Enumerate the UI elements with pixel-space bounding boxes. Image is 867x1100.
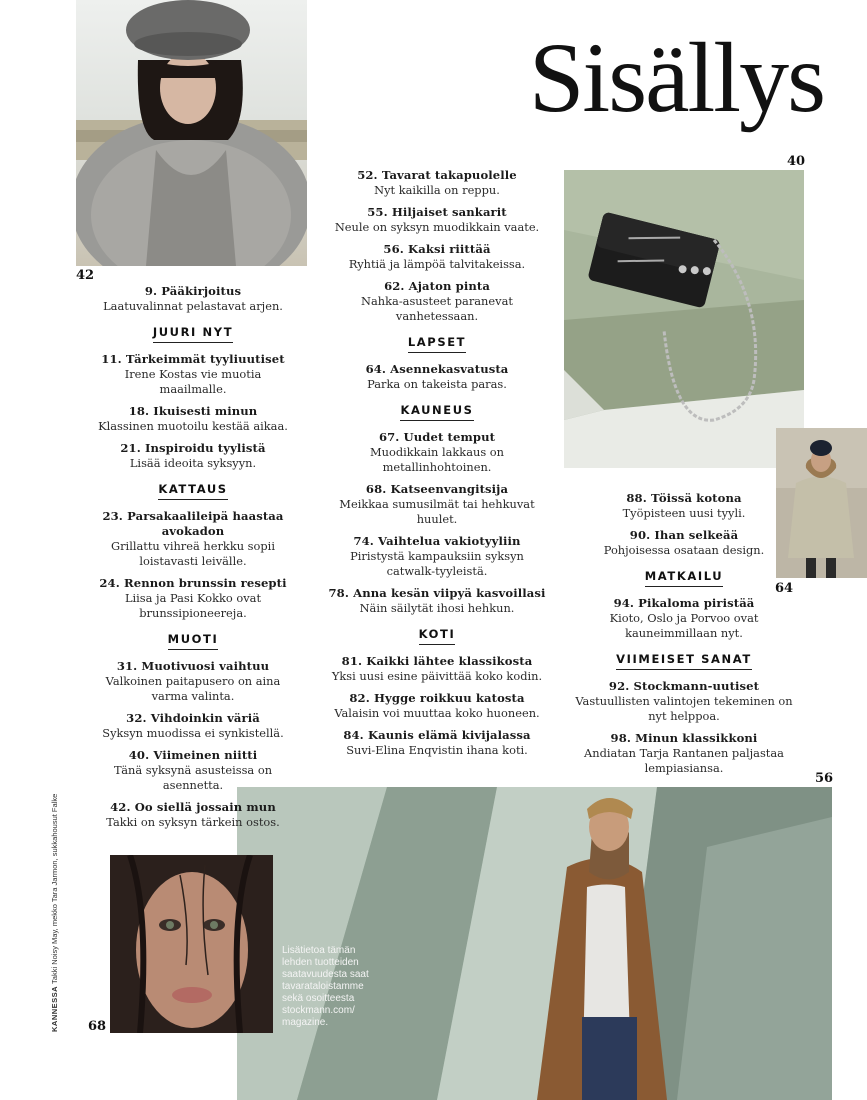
toc-entry-description: Liisa ja Pasi Kokko ovat brunssipioneereja. <box>124 591 262 620</box>
toc-entry[interactable] <box>90 748 296 793</box>
toc-entry-description: Yksi uusi esine päivittää koko kodin. <box>331 669 543 683</box>
toc-entry[interactable] <box>327 279 547 324</box>
page-title: Sisällys <box>528 22 824 133</box>
page-number-64: 64 <box>775 581 794 596</box>
toc-entry-title: 88. Töissä kotona <box>626 491 742 505</box>
toc-entry[interactable] <box>90 352 296 397</box>
section-heading-wrap <box>327 623 547 654</box>
toc-entry[interactable] <box>327 728 547 758</box>
toc-entry[interactable] <box>327 205 547 235</box>
toc-entry-title: 90. Ihan selkeää <box>629 528 739 542</box>
page-number-68: 68 <box>88 1019 107 1034</box>
toc-entry[interactable] <box>327 242 547 272</box>
toc-entry-description: Nyt kaikilla on reppu. <box>374 183 500 197</box>
toc-entry-title: 78. Anna kesän viipyä kasvoillasi <box>328 586 546 600</box>
page-number-56: 56 <box>815 771 834 786</box>
toc-entry-description: Tänä syksynä asusteissa on asennetta. <box>113 763 273 792</box>
toc-entry-description: Meikkaa sumusilmät tai hehkuvat huulet. <box>339 497 535 526</box>
toc-entry-description: Valkoinen paitapusero on aina varma valinta. <box>105 674 281 703</box>
toc-column-middle <box>327 168 547 765</box>
toc-entry[interactable] <box>90 800 296 830</box>
toc-entry-description: Grillattu vihreä herkku sopii loistavasti leivälle. <box>111 539 275 568</box>
photo-bag <box>564 170 804 468</box>
cover-credit-label: KANNESSA <box>50 985 59 1032</box>
toc-entry-description: Ryhtiä ja lämpöä talvitakeissa. <box>348 257 526 271</box>
cover-credit <box>50 794 59 1032</box>
toc-entry-description: Muodikkain lakkaus on metallinhohtoinen. <box>369 445 504 474</box>
toc-entry-title: 11. Tärkeimmät tyyliuutiset <box>101 352 285 366</box>
cover-credit-text: Takki Noisy May, mekko Tara Jarmon, sukkahousut Falke <box>50 793 59 984</box>
toc-entry-description: Kioto, Oslo ja Porvoo ovat kauneimmillaan nyt. <box>609 611 759 640</box>
toc-entry-description: Suvi-Elina Enqvistin ihana koti. <box>346 743 528 757</box>
toc-entry[interactable] <box>327 362 547 392</box>
photo-man-coat <box>237 787 832 1100</box>
toc-entry[interactable] <box>327 430 547 475</box>
toc-entry-title: 24. Rennon brunssin resepti <box>99 576 287 590</box>
toc-entry-description: Parka on takeista paras. <box>367 377 507 391</box>
toc-entry-title: 67. Uudet temput <box>378 430 496 444</box>
toc-entry[interactable] <box>571 731 797 776</box>
toc-entry-title: 52. Tavarat takapuolelle <box>357 168 517 182</box>
toc-entry[interactable] <box>327 586 547 616</box>
section-heading-muoti: MUOTI <box>168 632 219 650</box>
toc-entry-description: Valaisin voi muuttaa koko huoneen. <box>334 706 540 720</box>
toc-entry-description: Laatuvalinnat pelastavat arjen. <box>103 299 283 313</box>
toc-entry-description: Neule on syksyn muodikkain vaate. <box>334 220 540 234</box>
page-number-42: 42 <box>76 268 95 283</box>
section-heading-viimeiset-sanat: VIIMEISET SANAT <box>616 652 752 670</box>
toc-entry-title: 82. Hygge roikkuu katosta <box>349 691 525 705</box>
section-heading-wrap <box>571 648 797 679</box>
toc-column-left <box>90 284 296 837</box>
toc-entry-title: 18. Ikuisesti minun <box>128 404 258 418</box>
toc-entry[interactable] <box>90 659 296 704</box>
section-heading-lapset: LAPSET <box>408 335 466 353</box>
toc-entry-title: 42. Oo siellä jossain mun <box>110 800 276 814</box>
toc-entry[interactable] <box>327 168 547 198</box>
toc-entry-description: Työpisteen uusi tyyli. <box>622 506 746 520</box>
toc-entry-title: 68. Katseenvangitsija <box>365 482 509 496</box>
toc-entry-description: Lisää ideoita syksyyn. <box>129 456 257 470</box>
page-number-40: 40 <box>787 154 806 169</box>
toc-entry-description: Syksyn muodissa ei synkistellä. <box>102 726 284 740</box>
toc-entry-title: 40. Viimeinen niitti <box>128 748 258 762</box>
section-heading-wrap <box>327 331 547 362</box>
toc-entry[interactable] <box>90 711 296 741</box>
toc-entry-title: 92. Stockmann-uutiset <box>608 679 760 693</box>
toc-entry-title: 74. Vaihtelua vakiotyyliin <box>353 534 521 548</box>
section-heading-wrap <box>90 478 296 509</box>
toc-entry-title: 9. Pääkirjoitus <box>144 284 242 298</box>
toc-entry-title: 21. Inspiroidu tyylistä <box>120 441 266 455</box>
toc-entry[interactable] <box>571 596 797 641</box>
photo-face <box>110 855 273 1033</box>
toc-entry-title: 31. Muotivuosi vaihtuu <box>116 659 270 673</box>
toc-entry[interactable] <box>571 491 797 521</box>
section-heading-wrap <box>327 399 547 430</box>
toc-entry-title: 84. Kaunis elämä kivijalassa <box>343 728 531 742</box>
toc-entry[interactable] <box>571 679 797 724</box>
toc-entry-title: 56. Kaksi riittää <box>383 242 491 256</box>
section-heading-wrap <box>90 628 296 659</box>
toc-entry[interactable] <box>90 284 296 314</box>
toc-entry[interactable] <box>327 691 547 721</box>
section-heading-juuri-nyt: JUURI NYT <box>153 325 233 343</box>
toc-entry-title: 55. Hiljaiset sankarit <box>367 205 507 219</box>
section-heading-koti: KOTI <box>419 627 456 645</box>
toc-entry[interactable] <box>90 404 296 434</box>
toc-entry-description: Vastuullisten valintojen tekeminen on nyt helppoa. <box>575 694 793 723</box>
section-heading-kattaus: KATTAUS <box>158 482 227 500</box>
section-heading-wrap <box>90 321 296 352</box>
toc-entry-description: Klassinen muotoilu kestää aikaa. <box>98 419 288 433</box>
toc-entry[interactable] <box>327 534 547 579</box>
toc-entry-description: Takki on syksyn tärkein ostos. <box>106 815 280 829</box>
toc-entry-title: 32. Vihdoinkin väriä <box>126 711 260 725</box>
toc-entry[interactable] <box>90 509 296 569</box>
section-heading-wrap <box>571 565 797 596</box>
toc-entry-title: 81. Kaikki lähtee klassikosta <box>341 654 533 668</box>
toc-entry-title: 64. Asennekasvatusta <box>365 362 509 376</box>
toc-entry-title: 98. Minun klassikkoni <box>610 731 758 745</box>
toc-entry-description: Näin säilytät ihosi hehkun. <box>359 601 515 615</box>
toc-entry[interactable] <box>327 482 547 527</box>
toc-entry-title: 62. Ajaton pinta <box>384 279 490 293</box>
toc-column-right <box>571 491 797 783</box>
toc-entry-title: 23. Parsakaalileipä haastaa avokadon <box>102 509 284 538</box>
toc-entry[interactable] <box>327 654 547 684</box>
toc-entry-description: Piristystä kampauksiin syksyn catwalk-tyyleistä. <box>350 549 524 578</box>
toc-entry[interactable] <box>90 441 296 471</box>
stockmann-info-text: Lisätietoa tämän lehden tuotteiden saatavuudesta saat tavarataloistamme sekä osoitteesta stockmann.com/ magazine. <box>282 945 369 1028</box>
toc-entry[interactable] <box>90 576 296 621</box>
toc-entry-description: Irene Kostas vie muotia maailmalle. <box>124 367 262 396</box>
section-heading-kauneus: KAUNEUS <box>400 403 473 421</box>
toc-entry[interactable] <box>571 528 797 558</box>
toc-entry-description: Nahka-asusteet paranevat vanhetessaan. <box>361 294 513 323</box>
toc-entry-title: 94. Pikaloma piristää <box>613 596 755 610</box>
toc-entry-description: Pohjoisessa osataan design. <box>603 543 765 557</box>
photo-woman-beret <box>76 0 307 266</box>
toc-entry-description: Andiatan Tarja Rantanen paljastaa lempiasiansa. <box>584 746 784 775</box>
section-heading-matkailu: MATKAILU <box>645 569 723 587</box>
